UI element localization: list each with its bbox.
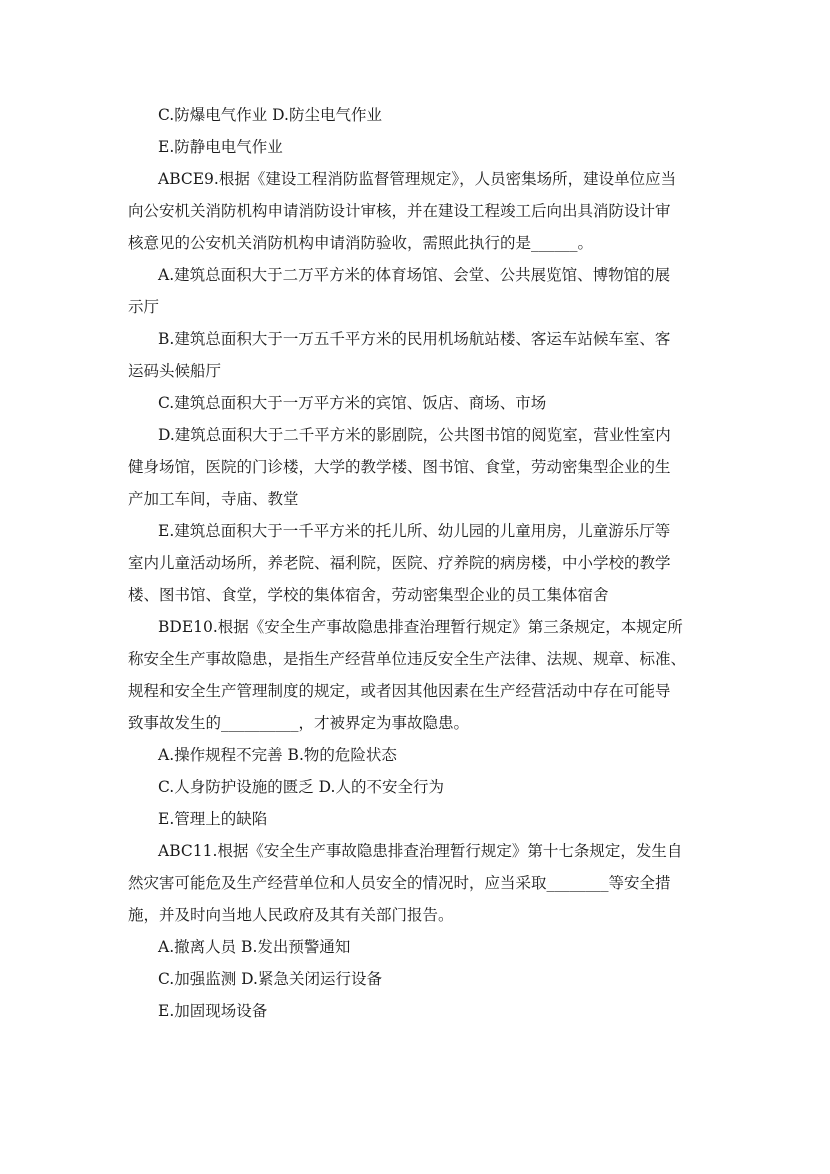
text-line-continuation: 称安全生产事故隐患，是指生产经营单位违反安全生产法律、法规、规章、标准、 [128, 650, 687, 668]
text-line-continuation: 楼、图书馆、食堂，学校的集体宿舍，劳动密集型企业的员工集体宿舍 [128, 586, 609, 604]
text-line: C.加强监测 D.紧急关闭运行设备 [158, 970, 382, 988]
text-line: C.建筑总面积大于一万平方米的宾馆、饭店、商场、市场 [158, 394, 547, 412]
text-line: E.建筑总面积大于一千平方米的托儿所、幼儿园的儿童用房，儿童游乐厅等 [158, 522, 671, 540]
text-line-continuation: 室内儿童活动场所，养老院、福利院，医院、疗养院的病房楼，中小学校的教学 [128, 554, 671, 572]
text-line: C.人身防护设施的匮乏 D.人的不安全行为 [158, 778, 444, 796]
text-line: E.防静电电气作业 [158, 138, 283, 156]
text-line-continuation: 健身场馆，医院的门诊楼，大学的教学楼、图书馆、食堂，劳动密集型企业的生 [128, 458, 671, 476]
text-line-continuation: 施，并及时向当地人民政府及其有关部门报告。 [128, 906, 454, 924]
text-line: E.加固现场设备 [158, 1002, 268, 1020]
text-line-continuation: 然灾害可能危及生产经营单位和人员安全的情况时，应当采取________等安全措 [128, 874, 671, 892]
text-line: A.撤离人员 B.发出预警通知 [158, 938, 351, 956]
text-line-continuation: 致事故发生的__________，才被界定为事故隐患。 [128, 714, 470, 732]
text-line-continuation: 示厅 [128, 298, 160, 316]
text-line: C.防爆电气作业 D.防尘电气作业 [158, 106, 382, 124]
text-line-continuation: 向公安机关消防机构申请消防设计审核，并在建设工程竣工后向出具消防设计审 [128, 202, 671, 220]
text-line-continuation: 运码头候船厅 [128, 362, 222, 380]
text-line: ABC11.根据《安全生产事故隐患排查治理暂行规定》第十七条规定，发生自 [158, 842, 683, 860]
text-line-continuation: 规程和安全生产管理制度的规定，或者因其他因素在生产经营活动中存在可能导 [128, 682, 671, 700]
text-line: B.建筑总面积大于一万五千平方米的民用机场航站楼、客运车站候车室、客 [158, 330, 671, 348]
text-line: D.建筑总面积大于二千平方米的影剧院，公共图书馆的阅览室，营业性室内 [158, 426, 671, 444]
text-line-continuation: 核意见的公安机关消防机构申请消防验收，需照此执行的是______。 [128, 234, 594, 252]
text-line: A.建筑总面积大于二万平方米的体育场馆、会堂、公共展览馆、博物馆的展 [158, 266, 671, 284]
text-line: E.管理上的缺陷 [158, 810, 268, 828]
text-line: A.操作规程不完善 B.物的危险状态 [158, 746, 397, 764]
text-line: ABCE9.根据《建设工程消防监督管理规定》，人员密集场所，建设单位应当 [158, 170, 677, 188]
document-page [128, 99, 718, 1027]
text-line-continuation: 产加工车间，寺庙、教堂 [128, 490, 299, 508]
text-line: BDE10.根据《安全生产事故隐患排查治理暂行规定》第三条规定，本规定所 [158, 618, 683, 636]
